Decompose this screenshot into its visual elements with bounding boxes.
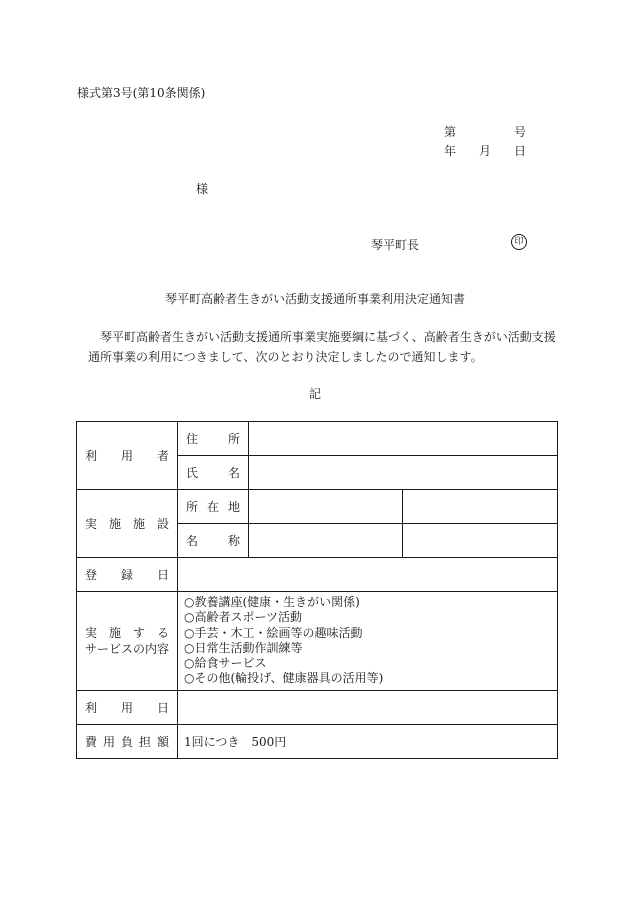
address-label: 住 所 [178, 422, 249, 456]
usage-date-label: 利 用 日 [77, 690, 178, 724]
list-item[interactable]: ○日常生活動作訓練等 [184, 640, 303, 655]
user-label: 利 用 者 [77, 422, 178, 490]
issuer: 琴平町長 [371, 238, 420, 252]
number-suffix: 号 [513, 125, 526, 139]
facility-name-extra[interactable] [403, 524, 558, 558]
list-item[interactable]: ○その他(輪投げ、健康器具の活用等) [184, 671, 384, 686]
registration-date-label: 登 録 日 [77, 558, 178, 592]
table-row [77, 592, 558, 691]
address-value[interactable] [249, 422, 558, 456]
date-day: 日 [513, 144, 526, 158]
table-row [77, 724, 558, 758]
list-item[interactable]: ○教養講座(健康・生きがい関係) [184, 595, 360, 609]
name-value[interactable] [249, 456, 558, 490]
list-item[interactable]: ○高齢者スポーツ活動 [184, 610, 302, 625]
table-row [77, 690, 558, 724]
table-row [77, 422, 558, 456]
service-content-label: 実 施 す る サービスの内容 [77, 592, 178, 691]
facility-name-label: 名 称 [178, 524, 249, 558]
details-table [76, 421, 558, 759]
location-extra[interactable] [403, 490, 558, 524]
seal-icon: 印 [511, 234, 527, 250]
list-item[interactable]: ○手芸・木工・絵画等の趣味活動 [184, 625, 363, 640]
form-id: 様式第3号(第10条関係) [77, 86, 206, 100]
ki-heading: 記 [308, 387, 321, 401]
name-label: 氏 名 [178, 456, 249, 490]
table-row [77, 490, 558, 524]
body-text: 琴平町高齢者生きがい活動支援通所事業実施要綱に基づく、高齢者生きがい活動支援通所事業の利用につきまして、次のとおり決定しましたので通知します。 [88, 330, 556, 364]
usage-date-value[interactable] [178, 690, 558, 724]
list-item[interactable]: ○給食サービス [184, 656, 267, 671]
location-label: 所 在 地 [178, 490, 249, 524]
number-prefix: 第 [444, 125, 457, 139]
date-year: 年 [444, 144, 457, 158]
date-line [444, 142, 526, 159]
document-title: 琴平町高齢者生きがい活動支援通所事業利用決定通知書 [164, 292, 465, 306]
document-number-line [444, 123, 526, 140]
date-month: 月 [478, 144, 491, 158]
fee-label: 費 用 負 担 額 [77, 724, 178, 758]
fee-value: 1回につき 500円 [178, 724, 558, 758]
facility-label: 実 施 施 設 [77, 490, 178, 558]
table-row [77, 558, 558, 592]
location-value[interactable] [249, 490, 403, 524]
service-list [178, 592, 558, 691]
addressee-honorific: 様 [196, 182, 209, 196]
facility-name-value[interactable] [249, 524, 403, 558]
registration-date-value[interactable] [178, 558, 558, 592]
